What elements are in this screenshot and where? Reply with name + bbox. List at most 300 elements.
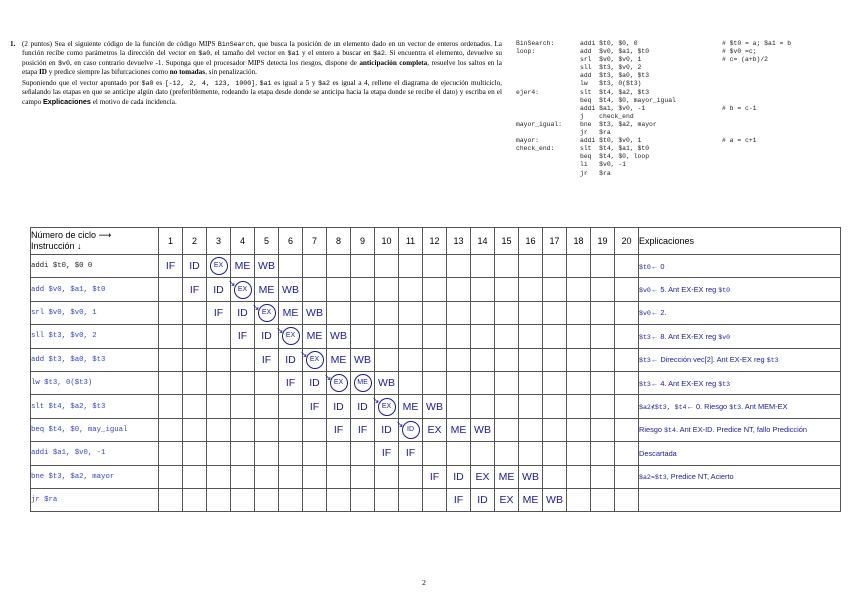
stage-cell bbox=[495, 395, 519, 418]
forwarding-arrow-icon: ↘ bbox=[252, 301, 260, 312]
stage-cell bbox=[231, 301, 255, 324]
stage-cell bbox=[375, 465, 399, 488]
stage-cell bbox=[615, 325, 639, 348]
stage-cell bbox=[423, 278, 447, 301]
forwarding-arrow-icon: ↘ bbox=[372, 395, 380, 406]
stage-cell bbox=[228, 278, 255, 301]
stage-cell bbox=[423, 465, 447, 488]
pipeline-stage: WB bbox=[546, 494, 563, 507]
stage-cell bbox=[591, 371, 615, 394]
code-line bbox=[516, 170, 838, 178]
stage-cell bbox=[375, 442, 399, 465]
pipeline-stage: ID bbox=[213, 283, 224, 296]
stage-cell bbox=[351, 465, 375, 488]
code-instruction: beq $t4, $0, loop bbox=[580, 153, 650, 161]
explanation-cell bbox=[639, 301, 841, 324]
code-instruction: j check_end bbox=[580, 112, 634, 120]
stage-cell bbox=[471, 325, 495, 348]
code-line bbox=[516, 145, 838, 153]
code-instruction: lw $t3, 0($t3) bbox=[580, 80, 642, 88]
stage-cell bbox=[543, 465, 567, 488]
stage-cell bbox=[543, 301, 567, 324]
stage-cell bbox=[543, 371, 567, 394]
stage-cell bbox=[591, 278, 615, 301]
stage-cell bbox=[396, 418, 423, 441]
stage-cell bbox=[231, 255, 255, 278]
cycle-number: 3 bbox=[207, 228, 231, 255]
stage-cell bbox=[495, 488, 519, 511]
stage-cell bbox=[159, 371, 183, 394]
code-instruction: bne $t3, $a2, mayor bbox=[580, 120, 657, 128]
cycle-number: 2 bbox=[183, 228, 207, 255]
stage-cell bbox=[303, 325, 327, 348]
explanation-text: Riesgo bbox=[639, 425, 665, 435]
pipeline-stage: EX bbox=[427, 423, 442, 436]
stage-cell bbox=[255, 488, 279, 511]
stage-cell bbox=[447, 488, 471, 511]
stage-cell bbox=[615, 465, 639, 488]
pipeline-stage: IF bbox=[381, 447, 392, 460]
explanation-cell bbox=[639, 465, 841, 488]
pipeline-row bbox=[31, 442, 841, 465]
stage-cell bbox=[231, 371, 255, 394]
stage-cell bbox=[615, 301, 639, 324]
stage-cell bbox=[351, 442, 375, 465]
code-label: ejer4: bbox=[516, 88, 540, 96]
stage-cell bbox=[231, 325, 255, 348]
explanation-cell bbox=[639, 488, 841, 511]
stage-cell bbox=[567, 278, 591, 301]
stage-cell bbox=[303, 442, 327, 465]
pipeline-stage: IF bbox=[213, 306, 224, 319]
diagram-header-row bbox=[31, 228, 841, 255]
code-line bbox=[516, 48, 838, 56]
pipeline-stage: WB bbox=[378, 377, 395, 390]
code-comment: # a = c+1 bbox=[722, 137, 757, 145]
stage-cell bbox=[183, 348, 207, 371]
instruction-cell: addi $t0, $0 0 bbox=[31, 255, 159, 278]
header-instruction-label: Instrucción ↓ bbox=[31, 241, 82, 251]
problem-number: 1. bbox=[10, 40, 16, 48]
stage-cell bbox=[423, 395, 447, 418]
stage-cell bbox=[495, 442, 519, 465]
pipeline-row bbox=[31, 371, 841, 394]
stage-cell bbox=[399, 278, 423, 301]
stage-cell bbox=[159, 255, 183, 278]
pipeline-stage: EX bbox=[475, 470, 490, 483]
stage-cell bbox=[183, 371, 207, 394]
stage-cell bbox=[591, 348, 615, 371]
stage-cell bbox=[207, 488, 231, 511]
pipeline-stage: ID bbox=[333, 400, 344, 413]
stage-cell bbox=[255, 348, 279, 371]
stage-cell bbox=[495, 255, 519, 278]
stage-cell bbox=[372, 395, 399, 418]
stage-cell bbox=[495, 418, 519, 441]
explanation-text: $t3 bbox=[718, 380, 731, 388]
stage-cell bbox=[567, 442, 591, 465]
pipeline-stage: IF bbox=[285, 377, 296, 390]
pipeline-stage: WB bbox=[474, 423, 491, 436]
stage-cell bbox=[471, 348, 495, 371]
stage-cell bbox=[351, 278, 375, 301]
stage-cell bbox=[423, 371, 447, 394]
pipeline-stage: IF bbox=[453, 494, 464, 507]
instruction-cell: slt $t4, $a2, $t3 bbox=[31, 395, 159, 418]
stage-cell bbox=[159, 278, 183, 301]
stage-cell bbox=[519, 301, 543, 324]
pipeline-stage: WB bbox=[282, 283, 299, 296]
stage-cell bbox=[471, 301, 495, 324]
stage-cell bbox=[327, 255, 351, 278]
stage-cell bbox=[207, 255, 231, 278]
pipeline-stage: WB bbox=[522, 470, 539, 483]
stage-cell bbox=[183, 418, 207, 441]
pipeline-stage: ME bbox=[402, 400, 419, 413]
explanation-text: $v0 bbox=[639, 310, 651, 318]
stage-cell bbox=[159, 301, 183, 324]
instruction-cell: sll $t3, $v0, 2 bbox=[31, 325, 159, 348]
stage-cell bbox=[279, 418, 303, 441]
code-comment: # $v0 =c; bbox=[722, 48, 757, 56]
stage-cell bbox=[471, 371, 495, 394]
explanation-text: $t3 bbox=[729, 404, 742, 412]
code-label: mayor_igual: bbox=[516, 120, 563, 128]
explanation-cell bbox=[639, 442, 841, 465]
code-instruction: jr $ra bbox=[580, 169, 611, 177]
forwarding-arrow-icon: ↘ bbox=[324, 371, 332, 382]
explanation-text: $t0 bbox=[718, 287, 731, 295]
cycle-number: 11 bbox=[399, 228, 423, 255]
stage-cell bbox=[543, 255, 567, 278]
forwarding-stage: ME bbox=[354, 374, 372, 392]
stage-cell bbox=[207, 442, 231, 465]
stage-cell bbox=[471, 465, 495, 488]
stage-cell bbox=[375, 255, 399, 278]
code-line bbox=[516, 161, 838, 169]
pipeline-stage: ID bbox=[381, 423, 392, 436]
code-instruction: slt $t4, $a2, $t3 bbox=[580, 88, 650, 96]
code-line bbox=[516, 80, 838, 88]
header-instruction bbox=[31, 228, 159, 255]
pipeline-stage: IF bbox=[165, 260, 176, 273]
explanation-cell bbox=[639, 325, 841, 348]
pipeline-stage: ME bbox=[498, 470, 515, 483]
explanation-text: , Predice NT, Acierto bbox=[666, 472, 734, 482]
stage-cell bbox=[327, 488, 351, 511]
cycle-number: 18 bbox=[567, 228, 591, 255]
stage-cell bbox=[447, 325, 471, 348]
header-cycle-label: Número de ciclo ⟶ bbox=[31, 230, 112, 240]
stage-cell bbox=[375, 301, 399, 324]
stage-cell bbox=[279, 442, 303, 465]
cycle-number: 16 bbox=[519, 228, 543, 255]
stage-cell bbox=[399, 488, 423, 511]
cycle-number: 12 bbox=[423, 228, 447, 255]
code-comment: # b = c-1 bbox=[722, 104, 757, 112]
code-instruction: li $v0, -1 bbox=[580, 161, 627, 169]
stage-cell bbox=[399, 348, 423, 371]
stage-cell bbox=[423, 442, 447, 465]
stage-cell bbox=[543, 395, 567, 418]
stage-cell bbox=[615, 371, 639, 394]
instruction-cell: addi $a1, $v0, -1 bbox=[31, 442, 159, 465]
stage-cell bbox=[327, 278, 351, 301]
stage-cell bbox=[519, 395, 543, 418]
pipeline-row bbox=[31, 348, 841, 371]
stage-cell bbox=[231, 348, 255, 371]
pipeline-stage: ME bbox=[522, 494, 539, 507]
stage-cell bbox=[447, 418, 471, 441]
code-line bbox=[516, 64, 838, 72]
explanation-text: $t3 bbox=[639, 333, 651, 341]
stage-cell bbox=[447, 371, 471, 394]
explanation-cell bbox=[639, 418, 841, 441]
stage-cell bbox=[567, 301, 591, 324]
code-line bbox=[516, 121, 838, 129]
stage-cell bbox=[447, 301, 471, 324]
explanation-text: $v0 bbox=[718, 333, 731, 341]
forwarding-arrow-icon: ↘ bbox=[396, 418, 404, 429]
stage-cell bbox=[495, 348, 519, 371]
explanation-text: ← Dirección vec[2]. Ant EX-EX reg bbox=[650, 355, 767, 365]
code-instruction: add $t3, $a0, $t3 bbox=[580, 72, 650, 80]
stage-cell bbox=[567, 395, 591, 418]
stage-cell bbox=[567, 371, 591, 394]
stage-cell bbox=[327, 418, 351, 441]
stage-cell bbox=[615, 255, 639, 278]
stage-cell bbox=[519, 278, 543, 301]
cycle-number: 6 bbox=[279, 228, 303, 255]
explanation-text: $t3 bbox=[639, 380, 651, 388]
stage-cell bbox=[447, 395, 471, 418]
explanation-text: . Ant MEM-EX bbox=[741, 402, 788, 412]
cycle-number: 14 bbox=[471, 228, 495, 255]
stage-cell bbox=[495, 371, 519, 394]
stage-cell bbox=[447, 278, 471, 301]
stage-cell bbox=[591, 442, 615, 465]
explanation-cell bbox=[639, 348, 841, 371]
pipeline-row bbox=[31, 488, 841, 511]
stage-cell bbox=[567, 465, 591, 488]
forwarding-arrow-icon: ↘ bbox=[228, 278, 236, 289]
stage-cell bbox=[183, 301, 207, 324]
stage-cell bbox=[300, 348, 327, 371]
instruction-cell: bne $t3, $a2, mayor bbox=[31, 465, 159, 488]
stage-cell bbox=[591, 418, 615, 441]
explanation-text: ← 5. Ant EX-EX reg bbox=[650, 285, 719, 295]
stage-cell bbox=[519, 325, 543, 348]
stage-cell bbox=[399, 325, 423, 348]
stage-cell bbox=[471, 488, 495, 511]
stage-cell bbox=[183, 395, 207, 418]
stage-cell bbox=[519, 255, 543, 278]
cycle-number: 9 bbox=[351, 228, 375, 255]
code-line bbox=[516, 97, 838, 105]
stage-cell bbox=[231, 395, 255, 418]
pipeline-stage: IF bbox=[261, 353, 272, 366]
instruction-cell: lw $t3, 0($t3) bbox=[31, 371, 159, 394]
pipeline-stage: ID bbox=[477, 494, 488, 507]
forwarding-stage: ID bbox=[402, 421, 420, 439]
stage-cell bbox=[255, 395, 279, 418]
explanation-text: ← 2. bbox=[650, 308, 667, 318]
stage-cell bbox=[276, 325, 303, 348]
stage-cell bbox=[543, 348, 567, 371]
stage-cell bbox=[183, 325, 207, 348]
stage-cell bbox=[351, 418, 375, 441]
stage-cell bbox=[159, 488, 183, 511]
code-instruction: beq $t4, $0, mayor_igual bbox=[580, 96, 676, 104]
stage-cell bbox=[303, 465, 327, 488]
stage-cell bbox=[519, 465, 543, 488]
stage-cell bbox=[279, 348, 303, 371]
stage-cell bbox=[159, 418, 183, 441]
stage-cell bbox=[591, 488, 615, 511]
forwarding-stage: EX bbox=[306, 351, 324, 369]
stage-cell bbox=[567, 488, 591, 511]
explanation-text: ← 0 bbox=[650, 261, 665, 271]
stage-cell bbox=[303, 255, 327, 278]
pipeline-stage: ID bbox=[357, 400, 368, 413]
explanation-text: . Ant EX-ID. Predice NT, fallo Predicción bbox=[675, 425, 807, 435]
pipeline-stage: IF bbox=[405, 447, 416, 460]
stage-cell bbox=[279, 395, 303, 418]
stage-cell bbox=[615, 348, 639, 371]
stage-cell bbox=[183, 442, 207, 465]
stage-cell bbox=[351, 488, 375, 511]
pipeline-stage: WB bbox=[330, 330, 347, 343]
pipeline-stage: ME bbox=[234, 260, 251, 273]
code-line bbox=[516, 113, 838, 121]
explanation-text: ← 8. Ant EX-EX reg bbox=[650, 331, 719, 341]
stage-cell bbox=[423, 301, 447, 324]
pipeline-row bbox=[31, 418, 841, 441]
forwarding-arrow-icon: ↘ bbox=[276, 325, 284, 336]
pipeline-stage: IF bbox=[357, 423, 368, 436]
pipeline-stage: IF bbox=[333, 423, 344, 436]
stage-cell bbox=[207, 325, 231, 348]
stage-cell bbox=[519, 418, 543, 441]
stage-cell bbox=[207, 301, 231, 324]
explanation-cell bbox=[639, 395, 841, 418]
stage-cell bbox=[279, 278, 303, 301]
pipeline-row bbox=[31, 255, 841, 278]
stage-cell bbox=[279, 488, 303, 511]
stage-cell bbox=[519, 371, 543, 394]
code-comment: # c= (a+b)/2 bbox=[722, 56, 769, 64]
stage-cell bbox=[351, 371, 375, 394]
explanation-text: $t3 bbox=[766, 357, 779, 365]
code-instruction: sll $t3, $v0, 2 bbox=[580, 64, 642, 72]
stage-cell bbox=[327, 301, 351, 324]
instruction-cell: add $v0, $a1, $t0 bbox=[31, 278, 159, 301]
stage-cell bbox=[324, 371, 351, 394]
stage-cell bbox=[519, 348, 543, 371]
cycle-number: 5 bbox=[255, 228, 279, 255]
stage-cell bbox=[351, 255, 375, 278]
forwarding-stage: EX bbox=[282, 327, 300, 345]
pipeline-stage: ME bbox=[282, 306, 299, 319]
stage-cell bbox=[327, 325, 351, 348]
problem-paragraph-1: (2 puntos) Sea el siguiente código de la función de código MIPS BinSearch, que busca la posición de un elemento dado en un vector de enteros ordenados. La función recibe como parámetros la dirección del vector en $a0, el tamaño del vector en $a1 y el entero a buscar en $a2. Si encuentra el elemento, devuelve su posición en $v0, en caso contrario devuelve -1. Suponga que el procesador MIPS detecta los riesgos, dispone de anticipación completa, resuelve los saltos en la etapa ID y predice siempre las bifurcaciones como no tomadas, sin penalización. bbox=[22, 40, 502, 77]
stage-cell bbox=[207, 418, 231, 441]
pipeline-stage: ID bbox=[309, 377, 320, 390]
code-instruction: addi $t0, $v0, 1 bbox=[580, 137, 642, 145]
stage-cell bbox=[423, 325, 447, 348]
stage-cell bbox=[183, 278, 207, 301]
forwarding-stage: EX bbox=[330, 374, 348, 392]
page-number: 2 bbox=[422, 578, 426, 587]
problem-paragraph-2: Suponiendo que el vector apuntado por $a0 es [-12, 2, 4, 123, 1000], $a1 es igual a 5 y $a2 es igual a 4, rellene el diagrama de ejecución multiciclo, señalando las etapas en que se anticipe algún dato (preferiblemente, rodeando la etapa desde donde se anticipa hacia la etapa donde se recibe el dato) y escriba en el campo Explicaciones el motivo de cada incidencia. bbox=[22, 78, 502, 107]
stage-cell bbox=[519, 488, 543, 511]
instruction-cell: jr $ra bbox=[31, 488, 159, 511]
stage-cell bbox=[447, 348, 471, 371]
pipeline-stage: IF bbox=[189, 283, 200, 296]
explanation-text: $a2=$t3 bbox=[639, 474, 667, 482]
explanation-text: Descartada bbox=[639, 448, 677, 458]
explanation-cell bbox=[639, 278, 841, 301]
stage-cell bbox=[255, 371, 279, 394]
stage-cell bbox=[252, 301, 279, 324]
forwarding-stage: EX bbox=[258, 304, 276, 322]
stage-cell bbox=[495, 278, 519, 301]
pipeline-row bbox=[31, 395, 841, 418]
stage-cell bbox=[207, 371, 231, 394]
explanation-text: ← 4. Ant EX-EX reg bbox=[650, 378, 719, 388]
stage-cell bbox=[543, 418, 567, 441]
stage-cell bbox=[399, 255, 423, 278]
code-line bbox=[516, 72, 838, 80]
stage-cell bbox=[375, 325, 399, 348]
pipeline-stage: IF bbox=[429, 470, 440, 483]
stage-cell bbox=[303, 395, 327, 418]
stage-cell bbox=[279, 371, 303, 394]
stage-cell bbox=[303, 418, 327, 441]
code-instruction: addi $a1, $v0, -1 bbox=[580, 104, 646, 112]
stage-cell bbox=[471, 442, 495, 465]
code-line bbox=[516, 105, 838, 113]
stage-cell bbox=[231, 465, 255, 488]
instruction-cell: add $t3, $a0, $t3 bbox=[31, 348, 159, 371]
pipeline-stage: WB bbox=[258, 260, 275, 273]
stage-cell bbox=[303, 301, 327, 324]
cycle-number: 15 bbox=[495, 228, 519, 255]
cycle-number: 7 bbox=[303, 228, 327, 255]
stage-cell bbox=[591, 325, 615, 348]
code-line bbox=[516, 40, 838, 48]
stage-cell bbox=[207, 278, 231, 301]
pipeline-stage: ID bbox=[261, 330, 272, 343]
code-line bbox=[516, 129, 838, 137]
code-instruction: add $v0, $a1, $t0 bbox=[580, 48, 650, 56]
stage-cell bbox=[423, 348, 447, 371]
stage-cell bbox=[567, 418, 591, 441]
stage-cell bbox=[471, 395, 495, 418]
forwarding-arrow-icon: ↘ bbox=[300, 348, 308, 359]
stage-cell bbox=[159, 395, 183, 418]
header-explanations: Explicaciones bbox=[639, 228, 841, 255]
stage-cell bbox=[471, 418, 495, 441]
stage-cell bbox=[591, 395, 615, 418]
stage-cell bbox=[471, 255, 495, 278]
stage-cell bbox=[159, 442, 183, 465]
stage-cell bbox=[183, 255, 207, 278]
stage-cell bbox=[615, 278, 639, 301]
explanation-cell bbox=[639, 255, 841, 278]
stage-cell bbox=[471, 278, 495, 301]
mips-code-listing bbox=[516, 40, 838, 178]
